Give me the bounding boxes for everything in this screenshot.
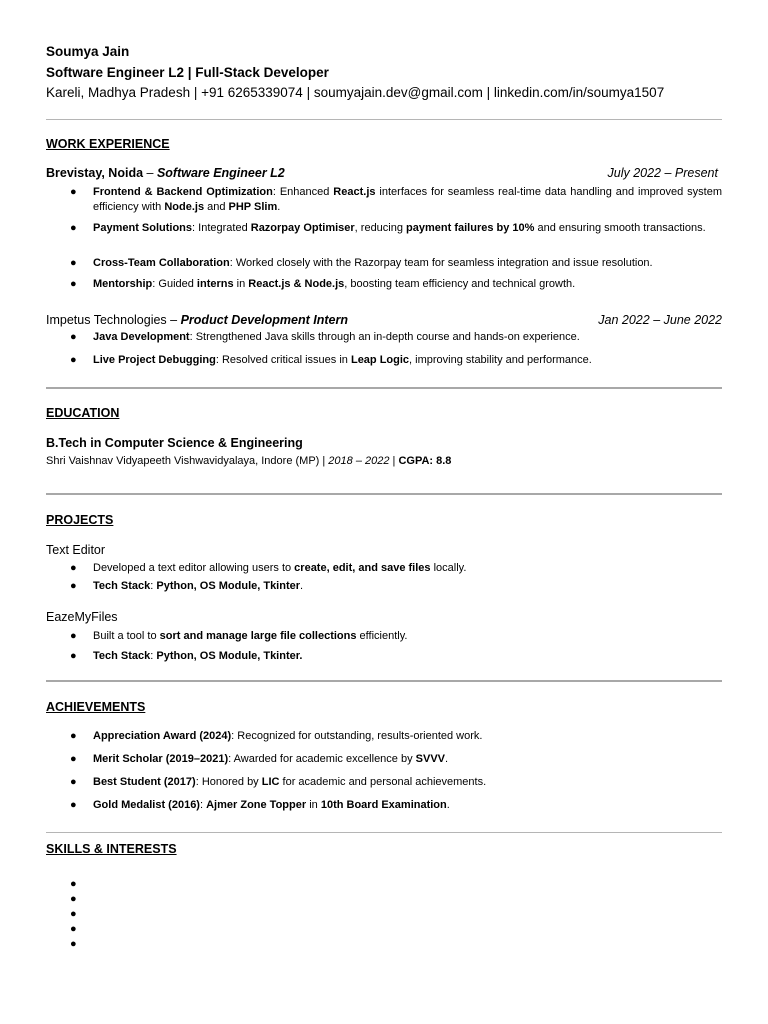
contact-line: Kareli, Madhya Pradesh | +91 6265339074 | soumyajain.dev@gmail.com | linkedin.com/in/soumya1507 xyxy=(46,85,665,100)
project-name: Text Editor xyxy=(46,543,106,557)
bullet-icon: ● xyxy=(70,730,77,742)
list-item: ● Merit Scholar (2019–2021): Awarded for academic excellence by SVVV. xyxy=(70,753,449,765)
bullet-icon: ● xyxy=(70,908,77,920)
list-item: ● Developed a text editor allowing users to create, edit, and save files locally. xyxy=(70,562,467,574)
section-heading-work: WORK EXPERIENCE xyxy=(46,137,170,151)
bullet-icon: ● xyxy=(70,580,77,592)
bullet-icon: ● xyxy=(70,878,77,890)
candidate-role: Software Engineer L2 | Full-Stack Developer xyxy=(46,65,329,80)
bullet-icon: ● xyxy=(70,630,77,642)
list-item: ● Best Student (2017): Honored by LIC for academic and personal achievements. xyxy=(70,776,487,788)
list-item: ● Built a tool to sort and manage large file collections efficiently. xyxy=(70,630,408,642)
section-heading-achievements: ACHIEVEMENTS xyxy=(46,700,146,714)
list-item: ● Live Project Debugging: Resolved critical issues in Leap Logic, improving stability and performance. xyxy=(70,354,592,366)
bullet-icon: ● xyxy=(70,753,77,765)
divider xyxy=(46,493,722,495)
bullet-icon: ● xyxy=(70,776,77,788)
divider xyxy=(46,387,722,389)
list-item: ● Frontend & Backend Optimization: Enhanced React.js interfaces for seamless real-time data handling and improved system efficiency with Node.js and PHP Slim. xyxy=(70,186,723,213)
bullet-icon: ● xyxy=(70,331,77,343)
divider xyxy=(46,832,722,833)
bullet-icon: ● xyxy=(70,278,77,290)
project-name: EazeMyFiles xyxy=(46,610,118,624)
section-heading-skills: SKILLS & INTERESTS xyxy=(46,842,177,856)
list-item: ● Cross-Team Collaboration: Worked closely with the Razorpay team for seamless integration and issue resolution. xyxy=(70,257,653,269)
job-title: Software Engineer L2 xyxy=(156,166,285,180)
job-header-impetus: Impetus Technologies – Product Development Intern Jan 2022 – June 2022 xyxy=(46,313,722,327)
bullet-icon: ● xyxy=(70,222,77,234)
section-heading-education: EDUCATION xyxy=(46,406,120,420)
list-item: ● Tech Stack: Python, OS Module, Tkinter. xyxy=(70,580,304,592)
job-dates: Jan 2022 – June 2022 xyxy=(598,313,722,327)
list-item: ● Payment Solutions: Integrated Razorpay Optimiser, reducing payment failures by 10% and ensuring smooth transactions. xyxy=(70,222,706,234)
school-line: Shri Vaishnav Vidyapeeth Vishwavidyalaya, Indore (MP) | 2018 – 2022 | CGPA: 8.8 xyxy=(46,455,452,467)
bullet-icon: ● xyxy=(70,354,77,366)
candidate-name: Soumya Jain xyxy=(46,44,130,59)
list-item: ● Appreciation Award (2024): Recognized for outstanding, results-oriented work. xyxy=(70,730,483,742)
job-org: Impetus Technologies xyxy=(46,313,167,327)
divider xyxy=(46,119,722,120)
bullet-icon: ● xyxy=(70,799,77,811)
bullet-icon: ● xyxy=(70,650,77,662)
section-heading-projects: PROJECTS xyxy=(46,513,114,527)
job-title: Product Development Intern xyxy=(180,313,348,327)
list-item: ● Tech Stack: Python, OS Module, Tkinter. xyxy=(70,650,303,662)
degree-title: B.Tech in Computer Science & Engineering xyxy=(46,436,303,450)
list-item: ● Gold Medalist (2016): Ajmer Zone Topper in 10th Board Examination. xyxy=(70,799,450,811)
bullet-icon: ● xyxy=(70,186,77,198)
job-org: Brevistay, Noida xyxy=(46,166,144,180)
bullet-icon: ● xyxy=(70,893,77,905)
bullet-icon: ● xyxy=(70,562,77,574)
bullet-icon: ● xyxy=(70,923,77,935)
bullet-icon: ● xyxy=(70,257,77,269)
list-item: ● Mentorship: Guided interns in React.js & Node.js, boosting team efficiency and technical growth. xyxy=(70,278,576,290)
job-dates: July 2022 – Present xyxy=(607,166,718,180)
divider xyxy=(46,680,722,682)
bullet-icon: ● xyxy=(70,938,77,950)
job-header-brevistay: Brevistay, Noida – Software Engineer L2 July 2022 – Present xyxy=(46,166,718,180)
list-item: ● Java Development: Strengthened Java skills through an in-depth course and hands-on experience. xyxy=(70,331,580,343)
